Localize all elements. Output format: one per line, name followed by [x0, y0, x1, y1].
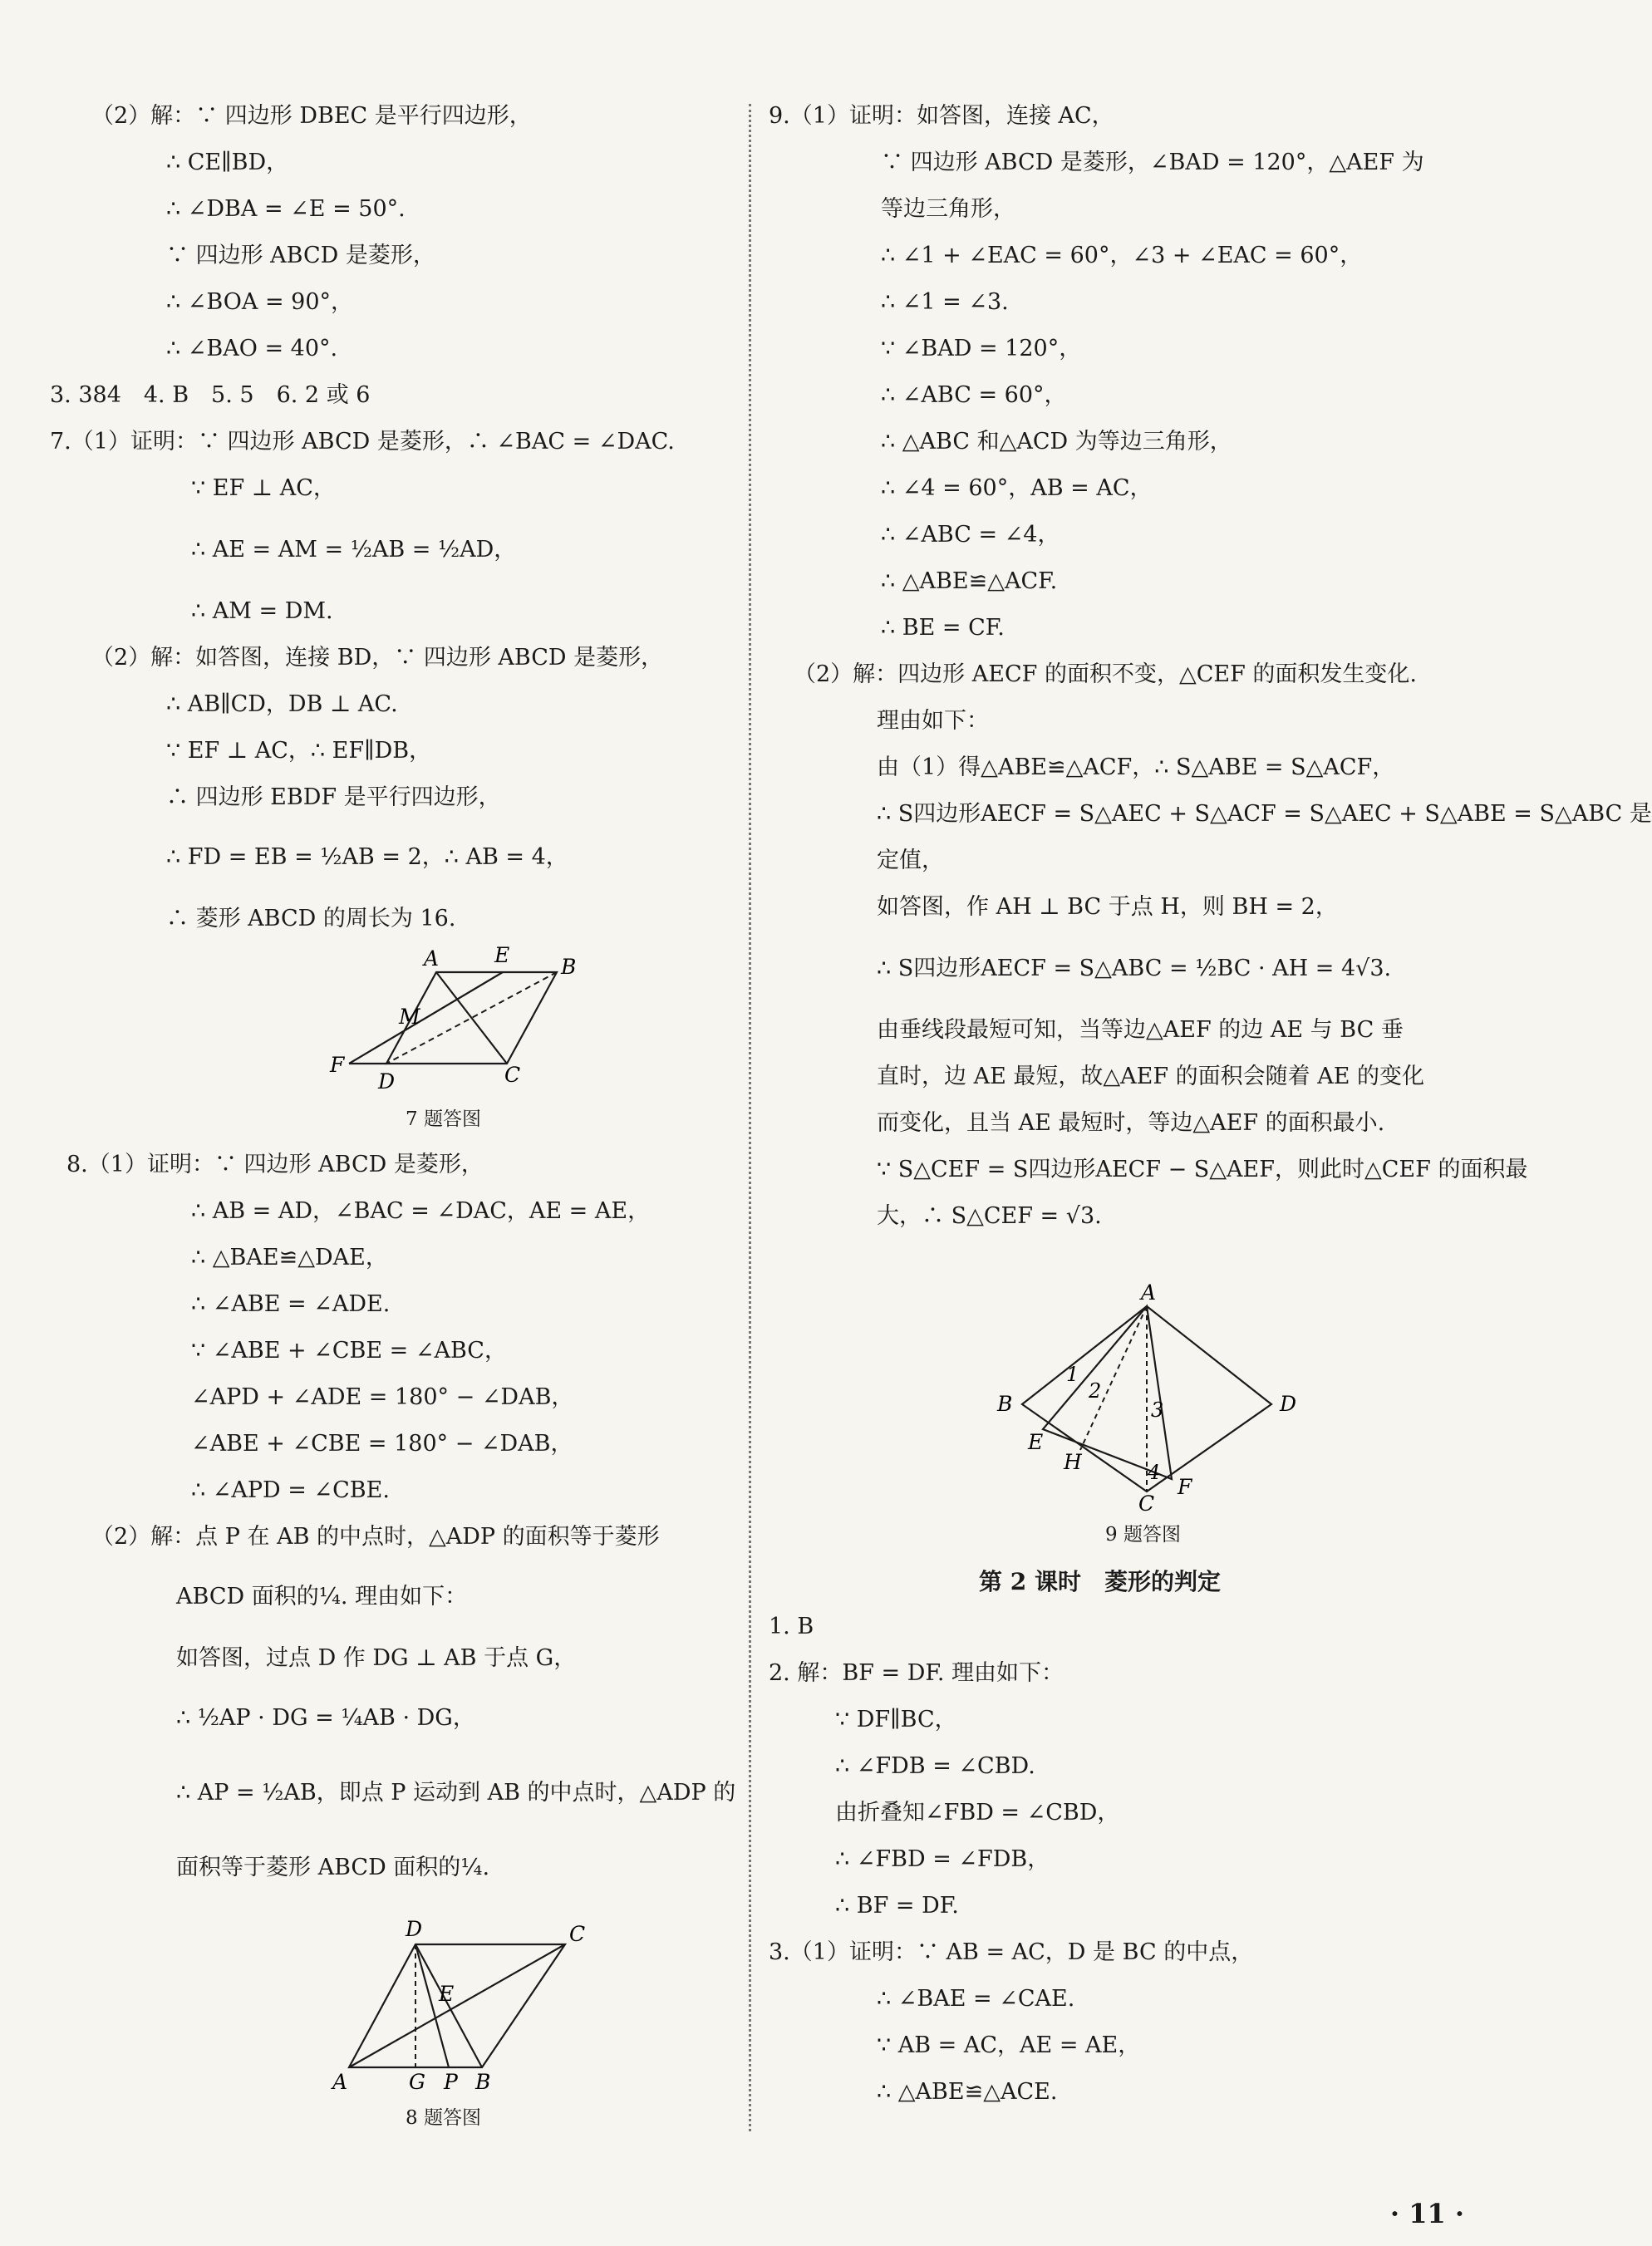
label-e: E: [439, 1982, 455, 2006]
text-line: ∴ ∠ABE = ∠ADE.: [191, 1291, 391, 1317]
label-d: D: [1280, 1392, 1297, 1416]
label-b: B: [561, 955, 577, 979]
figure-8-diagram: [332, 1911, 598, 2094]
text-line: ∠APD + ∠ADE = 180° − ∠DAB，: [191, 1384, 574, 1410]
text-line: 2. 解：BF = DF. 理由如下：: [769, 1660, 1064, 1686]
text-line: （2）解：∵ 四边形 DBEC 是平行四边形，: [91, 103, 532, 129]
diagonal-db: [415, 1944, 482, 2067]
text-line: ∵ EF ⊥ AC，: [191, 475, 336, 501]
label-e: E: [1028, 1430, 1044, 1454]
text-line: ∵ S△CEF = S四边形AECF − S△AEF，则此时△CEF 的面积最: [877, 1157, 1528, 1182]
column-divider: [749, 104, 751, 2131]
label-a: A: [1141, 1280, 1157, 1305]
text-line: ∵ ∠BAD = 120°，: [881, 336, 1082, 361]
text-line: （2）解：点 P 在 AB 的中点时，△ADP 的面积等于菱形: [91, 1524, 660, 1550]
text-line: ∴ ∠1 = ∠3.: [881, 289, 1009, 315]
text-line: ∴ AP = ½AB，即点 P 运动到 AB 的中点时，△ADP 的: [176, 1780, 736, 1806]
text-line: ∴ ∠1 + ∠EAC = 60°，∠3 + ∠EAC = 60°，: [881, 243, 1363, 268]
text-line: 如答图，作 AH ⊥ BC 于点 H，则 BH = 2，: [877, 894, 1338, 920]
label-angle-3: 3: [1151, 1398, 1164, 1422]
label-d: D: [406, 1917, 423, 1941]
text-line: ∵ 四边形 ABCD 是菱形，: [166, 243, 435, 268]
text-line: ∴ ½AP · DG = ¼AB · DG，: [176, 1705, 475, 1731]
text-line: 由垂线段最短可知，当等边△AEF 的边 AE 与 BC 垂: [877, 1017, 1404, 1043]
text-line: ∴ BE = CF.: [881, 615, 1005, 641]
text-line: 面积等于菱形 ABCD 面积的¼.: [176, 1855, 490, 1880]
label-b: B: [475, 2070, 491, 2094]
text-line: 理由如下：: [877, 708, 989, 734]
label-angle-2: 2: [1089, 1379, 1102, 1403]
text-line: 而变化，且当 AE 最短时，等边△AEF 的面积最小.: [877, 1110, 1385, 1136]
diagonal-ac: [436, 972, 507, 1064]
text-line: ∵ AB = AC，AE = AE，: [877, 2032, 1141, 2058]
text-line: ∵ EF ⊥ AC，∴ EF∥DB，: [166, 738, 432, 764]
text-line: ∴ BF = DF.: [835, 1893, 959, 1919]
label-a: A: [332, 2070, 348, 2094]
line-dp: [415, 1944, 449, 2067]
label-g: G: [409, 2070, 425, 2094]
label-e: E: [494, 943, 510, 967]
text-line: ∴ AB∥CD，DB ⊥ AC.: [166, 691, 398, 717]
label-angle-4: 4: [1148, 1461, 1161, 1484]
label-angle-1: 1: [1066, 1363, 1079, 1386]
height-ah: [1080, 1306, 1147, 1450]
text-line: ∴ FD = EB = ½AB = 2，∴ AB = 4，: [166, 844, 568, 870]
text-line: ∴ ∠BAE = ∠CAE.: [877, 1986, 1075, 2012]
text-line: ∴ AE = AM = ½AB = ½AD，: [191, 537, 517, 563]
label-c: C: [569, 1922, 586, 1946]
figure-9-caption: 9 题答图: [1105, 1524, 1181, 1546]
text-line: ∴ ∠DBA = ∠E = 50°.: [166, 196, 406, 222]
text-line: ∴ AB = AD，∠BAC = ∠DAC，AE = AE，: [191, 1198, 651, 1224]
text-line: ∴ ∠ABC = ∠4，: [881, 522, 1060, 548]
label-a: A: [424, 946, 440, 971]
text-line: ∴ AM = DM.: [191, 598, 333, 624]
text-line: 等边三角形，: [881, 196, 1015, 222]
label-f: F: [330, 1053, 345, 1077]
line-ef: [349, 972, 503, 1064]
text-line: ∴ ∠ABC = 60°，: [881, 382, 1067, 408]
text-line: 直时，边 AE 最短，故△AEF 的面积会随着 AE 的变化: [877, 1064, 1425, 1089]
text-line: ∴ S四边形AECF = S△AEC + S△ACF = S△AEC + S△ABE = S△ABC 是: [877, 801, 1652, 827]
text-line: ∴ ∠APD = ∠CBE.: [191, 1477, 390, 1503]
text-line: ∴ △ABC 和△ACD 为等边三角形，: [881, 429, 1232, 455]
text-line: ∴ ∠BOA = 90°，: [166, 289, 354, 315]
text-line: ABCD 面积的¼. 理由如下：: [176, 1584, 468, 1610]
text-line: ∴ △BAE≌△DAE，: [191, 1245, 388, 1270]
figure-9-diagram: [993, 1280, 1317, 1516]
label-c: C: [1138, 1492, 1155, 1516]
text-line: ∴ ∠4 = 60°，AB = AC，: [881, 475, 1153, 501]
text-line: 由（1）得△ABE≌△ACF，∴ S△ABE = S△ACF，: [877, 754, 1395, 780]
text-line: ∵ 四边形 ABCD 是菱形，∠BAD = 120°，△AEF 为: [881, 150, 1424, 175]
text-line: ∵ ∠ABE + ∠CBE = ∠ABC，: [191, 1338, 507, 1364]
label-b: B: [997, 1392, 1013, 1416]
label-f: F: [1178, 1475, 1192, 1499]
text-line: 9.（1）证明：如答图，连接 AC，: [769, 103, 1114, 129]
section-heading: 第 2 课时 菱形的判定: [979, 1568, 1221, 1595]
label-p: P: [444, 2070, 458, 2094]
text-line: 7.（1）证明：∵ 四边形 ABCD 是菱形，∴ ∠BAC = ∠DAC.: [50, 429, 675, 455]
text-line: ∵ DF∥BC，: [835, 1707, 957, 1732]
text-line: ∴ 四边形 EBDF 是平行四边形，: [166, 784, 501, 810]
label-m: M: [399, 1005, 420, 1029]
text-line: ∴ ∠BAO = 40°.: [166, 336, 338, 361]
text-line: （2）解：如答图，连接 BD，∵ 四边形 ABCD 是菱形，: [91, 645, 664, 671]
text-line: ∴ △ABE≌△ACF.: [881, 568, 1058, 594]
text-line: 3. 384 4. B 5. 5 6. 2 或 6: [50, 382, 371, 408]
text-line: 大，∴ S△CEF = √3.: [877, 1203, 1102, 1229]
text-line: （2）解：四边形 AECF 的面积不变，△CEF 的面积发生变化.: [794, 661, 1417, 687]
label-d: D: [378, 1069, 396, 1094]
text-line: 8.（1）证明：∵ 四边形 ABCD 是菱形，: [66, 1152, 484, 1177]
text-line: 定值，: [877, 848, 944, 873]
text-line: ∴ ∠FDB = ∠CBD.: [835, 1753, 1035, 1779]
figure-7-diagram: [328, 943, 602, 1094]
text-line: ∴ S四边形AECF = S△ABC = ½BC · AH = 4√3.: [877, 956, 1392, 981]
text-line: ∴ ∠FBD = ∠FDB，: [835, 1846, 1050, 1872]
label-c: C: [504, 1063, 521, 1087]
text-line: 由折叠知∠FBD = ∠CBD，: [835, 1800, 1120, 1826]
text-line: 如答图，过点 D 作 DG ⊥ AB 于点 G，: [176, 1645, 577, 1671]
label-h: H: [1064, 1450, 1082, 1474]
figure-7-caption: 7 题答图: [406, 1108, 481, 1130]
text-line: 3.（1）证明：∵ AB = AC，D 是 BC 的中点，: [769, 1939, 1254, 1965]
text-line: ∴ 菱形 ABCD 的周长为 16.: [166, 906, 456, 931]
text-line: ∠ABE + ∠CBE = 180° − ∠DAB，: [191, 1431, 573, 1457]
page-number: · 11 ·: [1389, 2198, 1464, 2229]
figure-8-caption: 8 题答图: [406, 2107, 481, 2129]
text-line: ∴ CE∥BD，: [166, 150, 289, 175]
text-line: ∴ △ABE≌△ACE.: [877, 2079, 1058, 2105]
text-line: 1. B: [769, 1614, 814, 1639]
